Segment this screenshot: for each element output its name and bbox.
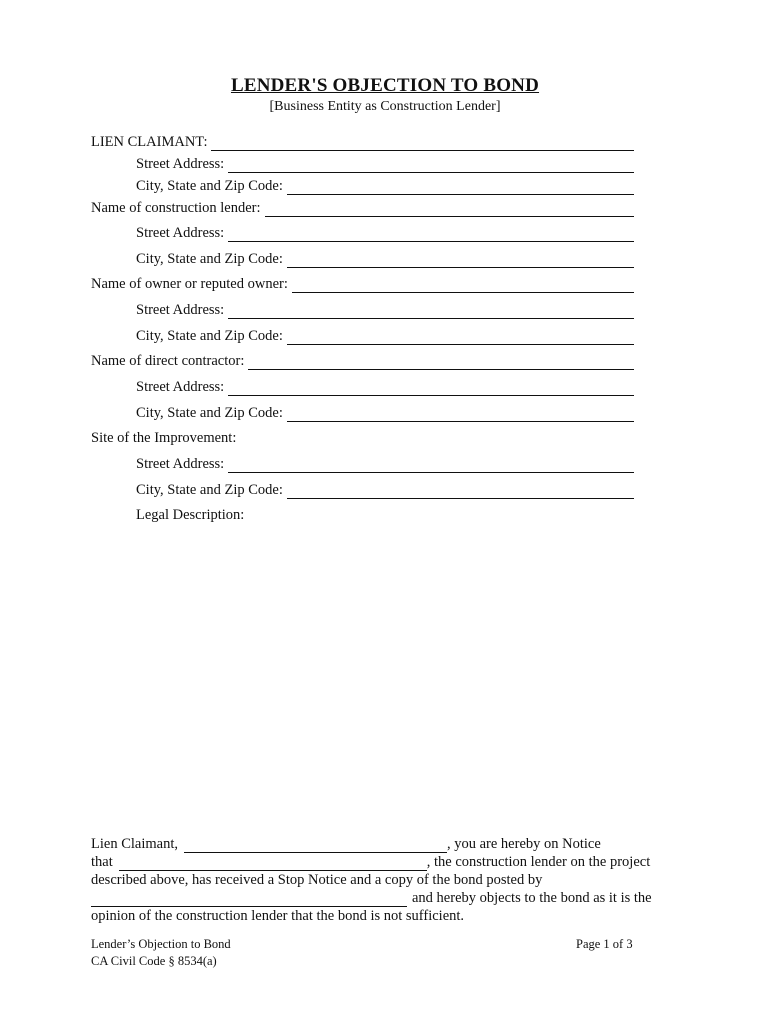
lender-street-row: [136, 224, 634, 242]
notice-l1-text-a: Lien Claimant,: [91, 836, 178, 852]
contractor-city-field[interactable]: [287, 407, 634, 422]
footer-civil-code: CA Civil Code § 8534(a): [91, 954, 217, 968]
lien-claimant-field[interactable]: [211, 136, 634, 151]
owner-city-field[interactable]: [287, 330, 634, 345]
document-title: LENDER'S OBJECTION TO BOND: [230, 75, 540, 96]
contractor-street-field[interactable]: [228, 381, 634, 396]
site-city-row: [136, 481, 634, 499]
claimant-street-label: Street Address:: [136, 156, 225, 172]
site-street-field[interactable]: [228, 458, 634, 473]
contractor-city-label: City, State and Zip Code:: [136, 405, 283, 421]
site-city-field[interactable]: [287, 484, 634, 499]
notice-line-3: [91, 871, 671, 889]
contractor-city-row: [136, 404, 634, 422]
owner-street-field[interactable]: [228, 304, 634, 319]
notice-l2-text-b: , the construction lender on the project: [426, 854, 651, 870]
owner-name-row: [91, 275, 634, 293]
lender-city-label: City, State and Zip Code:: [136, 251, 283, 267]
footer-document-name: Lender’s Objection to Bond: [91, 937, 231, 951]
bond-poster-blank[interactable]: [91, 893, 407, 907]
owner-name-field[interactable]: [292, 278, 634, 293]
footer-page-number: Page 1 of 3: [576, 937, 633, 951]
legal-description-label: Legal Description:: [136, 507, 245, 523]
document-subtitle: [Business Entity as Construction Lender]: [269, 99, 501, 114]
notice-line-1: [91, 835, 671, 853]
owner-city-row: [136, 327, 634, 345]
notice-l1-text-b: , you are hereby on Notice: [446, 836, 601, 852]
site-city-label: City, State and Zip Code:: [136, 482, 283, 498]
contractor-street-label: Street Address:: [136, 379, 225, 395]
contractor-name-field[interactable]: [248, 355, 634, 370]
lender-city-row: [136, 250, 634, 268]
claimant-city-row: [136, 177, 634, 195]
lender-street-field[interactable]: [228, 227, 634, 242]
notice-line-2: [91, 853, 671, 871]
lender-city-field[interactable]: [287, 253, 634, 268]
site-street-label: Street Address:: [136, 456, 225, 472]
owner-street-row: [136, 301, 634, 319]
owner-name-label: Name of owner or reputed owner:: [91, 276, 288, 292]
notice-paragraph: [91, 835, 671, 925]
claimant-street-field[interactable]: [228, 158, 634, 173]
site-street-row: [136, 455, 634, 473]
lender-name-label: Name of construction lender:: [91, 200, 261, 216]
site-label: Site of the Improvement:: [91, 430, 237, 446]
owner-street-label: Street Address:: [136, 302, 225, 318]
lien-claimant-label: LIEN CLAIMANT:: [91, 134, 208, 150]
notice-l5-text: opinion of the construction lender that the bond is not sufficient.: [91, 908, 465, 924]
claimant-street-row: [136, 155, 634, 173]
notice-line-5: [91, 907, 671, 925]
notice-l4-text-b: and hereby objects to the bond as it is the: [412, 890, 652, 906]
contractor-name-row: [91, 352, 634, 370]
owner-city-label: City, State and Zip Code:: [136, 328, 283, 344]
claimant-city-field[interactable]: [287, 180, 634, 195]
lender-name-row: [91, 199, 634, 217]
notice-line-4: [91, 889, 671, 907]
lender-name-field[interactable]: [265, 202, 634, 217]
notice-l2-text-a: that: [91, 854, 113, 870]
lender-name-blank[interactable]: [119, 857, 427, 871]
contractor-street-row: [136, 378, 634, 396]
lien-claimant-name-blank[interactable]: [184, 839, 447, 853]
lien-claimant-row: [91, 133, 634, 151]
notice-l3-text: described above, has received a Stop Notice and a copy of the bond posted by: [91, 872, 543, 888]
lender-street-label: Street Address:: [136, 225, 225, 241]
claimant-city-label: City, State and Zip Code:: [136, 178, 283, 194]
contractor-name-label: Name of direct contractor:: [91, 353, 245, 369]
